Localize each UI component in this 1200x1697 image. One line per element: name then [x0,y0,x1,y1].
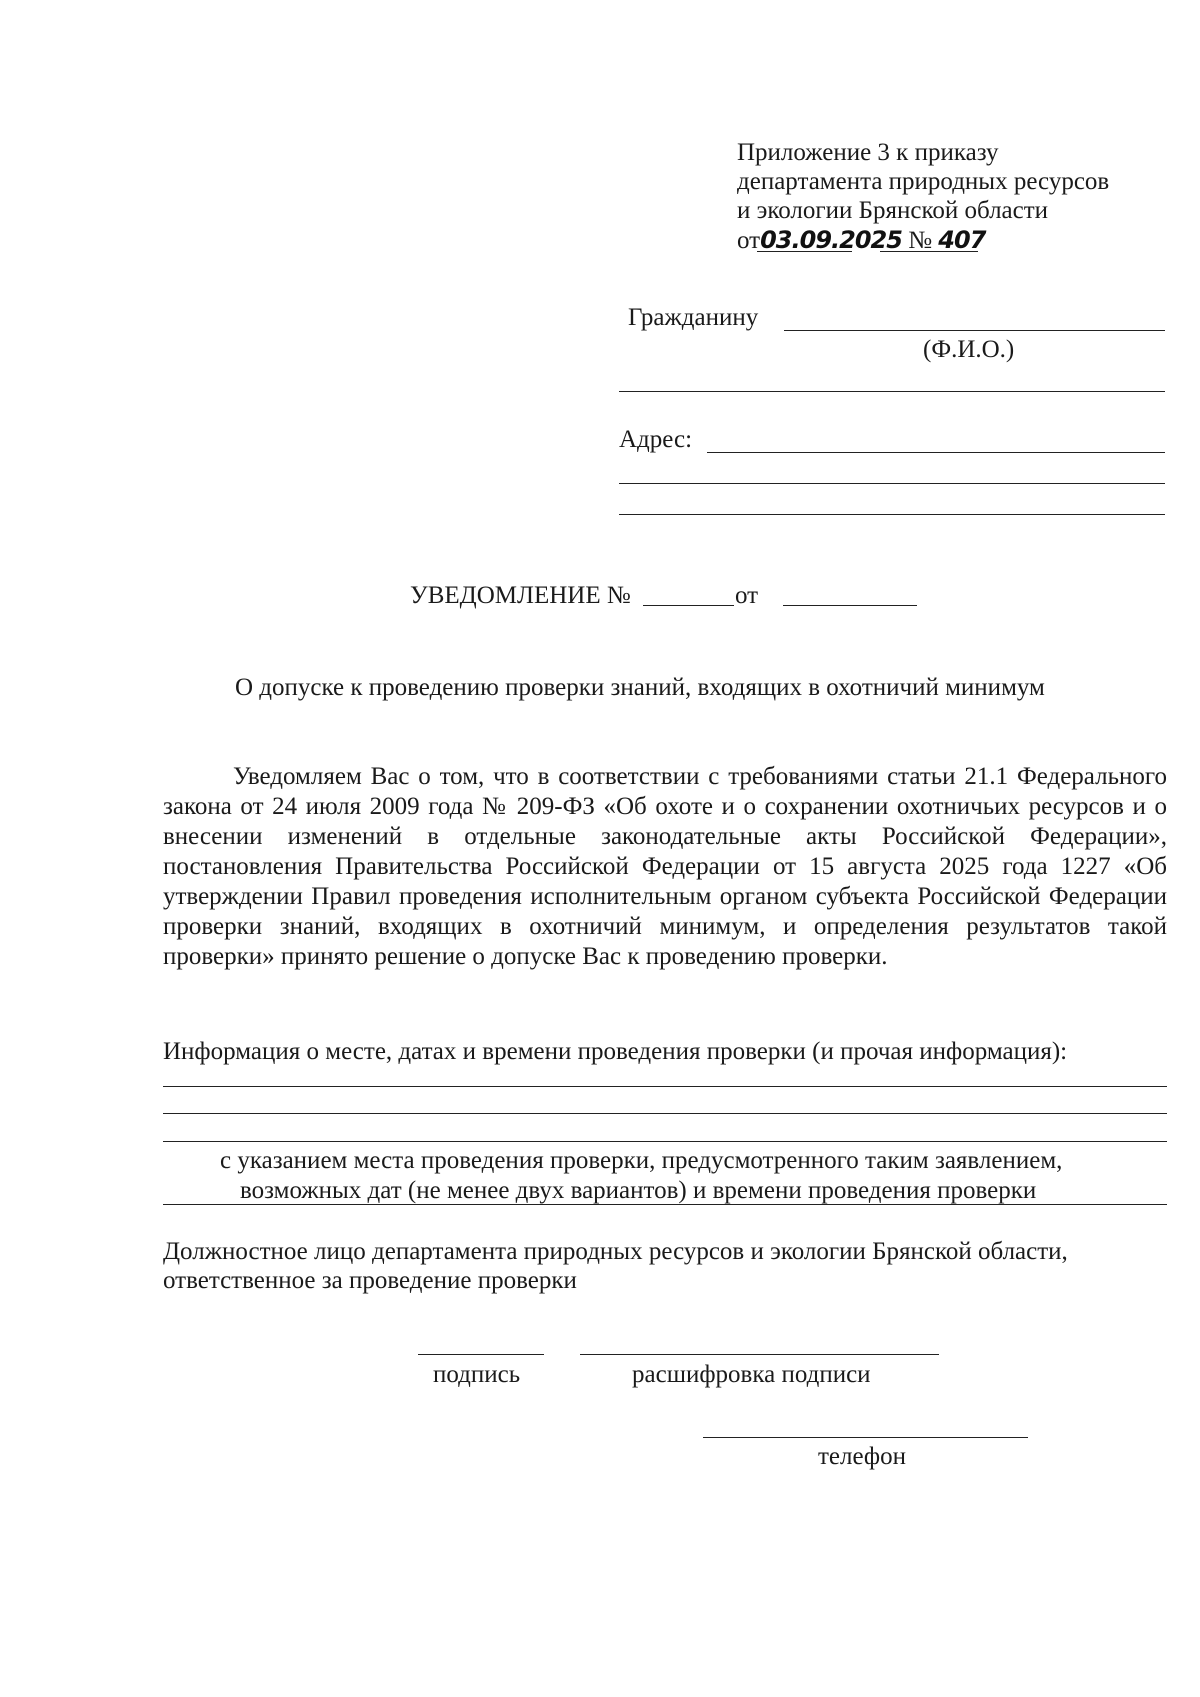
info-field-line-1[interactable] [163,1086,1167,1087]
info-label: Информация о месте, датах и времени проведения проверки (и прочая информация): [163,1038,1068,1065]
notice-date-field[interactable] [783,605,917,606]
official-line-2: ответственное за проведение проверки [163,1267,577,1294]
notice-subject: О допуске к проведению проверки знаний, входящих в охотничий минимум [235,674,1045,701]
phone-field[interactable] [703,1437,1028,1438]
info-hint-line-1: с указанием места проведения проверки, предусмотренного таким заявлением, [220,1147,1063,1174]
phone-label: телефон [818,1443,906,1470]
signature-decoding-field[interactable] [580,1354,939,1355]
info-field-line-3[interactable] [163,1141,1167,1142]
address-field-line-1[interactable] [707,452,1165,453]
notice-number-field[interactable] [643,605,734,606]
appendix-line-1: Приложение 3 к приказу [737,139,999,166]
fio-field-line-2[interactable] [619,391,1165,392]
signature-field[interactable] [418,1354,544,1355]
citizen-label: Гражданину [628,304,759,331]
signature-decoding-label: расшифровка подписи [632,1361,871,1388]
number-underline [880,251,978,252]
info-hint-underline [163,1204,1167,1205]
number-prefix: № [908,227,933,254]
notice-body-paragraph [163,762,1167,972]
notice-title-prefix: УВЕДОМЛЕНИЕ № [410,582,631,609]
address-field-line-3[interactable] [619,514,1165,515]
handwritten-number: 407 [938,226,986,254]
info-hint-line-2: возможных дат (не менее двух вариантов) и времени проведения проверки [240,1177,1037,1204]
notice-body-text: Уведомляем Вас о том, что в соответствии с требованиями статьи 21.1 Федерального закона от 24 июля 2009 года № 209-ФЗ «Об охоте и о сохранении охотничьих ресурсов и о внесении изменений в отдельные законодательные акты Российской Федерации», постановления Правительства Российской Федерации от 15 августа 2025 года 1227 «Об утверждении Правил проведения исполнительным органом субъекта Российской Федерации проверки знаний, входящих в охотничий минимум, и определения результатов такой проверки» принято решение о допуске Вас к проведению проверки. [163,763,1167,970]
address-field-line-2[interactable] [619,483,1165,484]
appendix-line-3: и экологии Брянской области [737,197,1049,224]
notice-title-row [410,581,758,611]
handwritten-date: 03.09.2025 [760,226,902,254]
fio-field[interactable] [784,330,1165,331]
fio-hint: (Ф.И.О.) [923,336,1015,363]
address-label: Адрес: [619,426,693,453]
signature-label: подпись [433,1361,521,1388]
appendix-line-2: департамента природных ресурсов [737,168,1110,195]
info-field-line-2[interactable] [163,1113,1167,1114]
date-underline [757,251,852,252]
official-line-1: Должностное лицо департамента природных ресурсов и экологии Брянской области, [163,1238,1068,1265]
date-prefix: от [737,227,761,254]
notice-title-from: от [734,582,759,609]
